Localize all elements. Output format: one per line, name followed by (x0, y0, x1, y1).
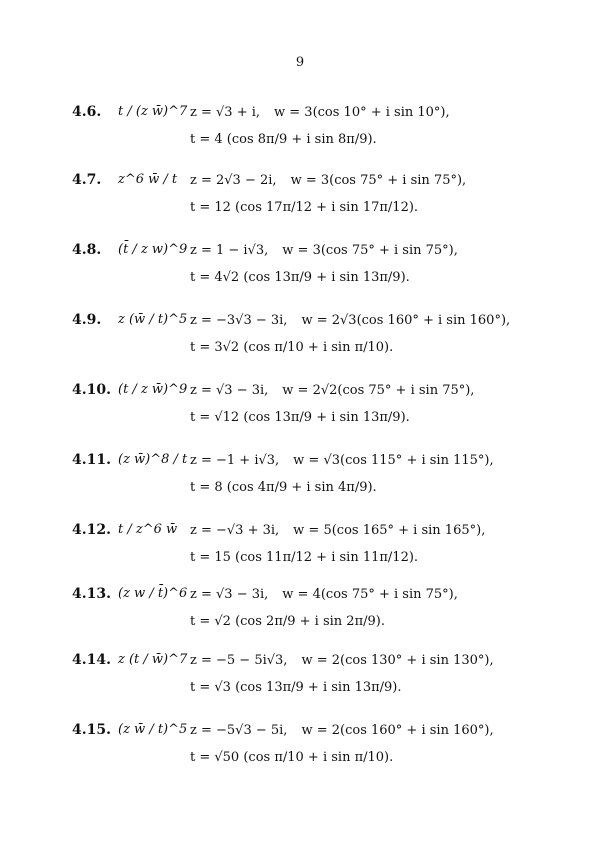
problem-4.10 (0, 376, 600, 436)
z-value: z = 2√3 − 2i, (190, 173, 277, 188)
z-value: z = √3 − 3i, (190, 383, 269, 398)
problem-expression: t / z^6 w̄ (118, 522, 178, 537)
problem-4.9 (0, 306, 600, 366)
problem-4.11 (0, 446, 600, 506)
problem-expression: (t̄ / z w)^9 (118, 242, 188, 257)
problem-number: 4.10. (72, 382, 111, 398)
page-number: 9 (295, 55, 305, 70)
given-z-w (190, 173, 466, 188)
w-value: w = 3(cos 10° + i sin 10°), (274, 105, 450, 120)
w-value: w = 5(cos 165° + i sin 165°), (293, 523, 486, 538)
z-value: z = √3 − 3i, (190, 587, 269, 602)
problem-expression: z (t / w̄)^7 (118, 652, 188, 667)
problem-expression: (z w̄)^8 / t (118, 452, 188, 467)
t-value: t = 8 (cos 4π/9 + i sin 4π/9). (190, 480, 377, 495)
problem-4.13 (0, 580, 600, 640)
problem-number: 4.15. (72, 722, 111, 738)
t-value: t = √50 (cos π/10 + i sin π/10). (190, 750, 394, 765)
given-z-w (190, 105, 450, 120)
problem-expression: t / (z w̄)^7 (118, 104, 188, 119)
z-value: z = 1 − i√3, (190, 243, 269, 258)
given-z-w (190, 453, 494, 468)
problem-expression: z^6 w̄ / t (118, 172, 178, 187)
t-value: t = √12 (cos 13π/9 + i sin 13π/9). (190, 410, 410, 425)
t-value: t = 3√2 (cos π/10 + i sin π/10). (190, 340, 394, 355)
z-value: z = −5√3 − 5i, (190, 723, 288, 738)
problem-4.15 (0, 716, 600, 776)
t-value: t = √2 (cos 2π/9 + i sin 2π/9). (190, 614, 385, 629)
z-value: z = −5 − 5i√3, (190, 653, 288, 668)
problem-expression: z (w̄ / t)^5 (118, 312, 188, 327)
given-z-w (190, 523, 485, 538)
t-value: t = 4√2 (cos 13π/9 + i sin 13π/9). (190, 270, 410, 285)
w-value: w = 3(cos 75° + i sin 75°), (290, 173, 467, 188)
given-z-w (190, 653, 494, 668)
z-value: z = −3√3 − 3i, (190, 313, 288, 328)
t-value: t = √3 (cos 13π/9 + i sin 13π/9). (190, 680, 402, 695)
t-value: t = 12 (cos 17π/12 + i sin 17π/12). (190, 200, 419, 215)
problem-number: 4.14. (72, 652, 111, 668)
w-value: w = 4(cos 75° + i sin 75°), (282, 587, 458, 602)
problem-expression: (z w / t̄)^6 (118, 586, 188, 601)
z-value: z = −1 + i√3, (190, 453, 280, 468)
problem-expression: (t / z w̄)^9 (118, 382, 188, 397)
problem-number: 4.13. (72, 586, 111, 602)
w-value: w = 2√3(cos 160° + i sin 160°), (301, 313, 511, 328)
problem-number: 4.9. (72, 312, 102, 328)
problem-4.14 (0, 646, 600, 706)
problem-number: 4.11. (72, 452, 111, 468)
problem-4.7 (0, 166, 600, 226)
w-value: w = 2(cos 130° + i sin 130°), (301, 653, 494, 668)
given-z-w (190, 243, 458, 258)
given-z-w (190, 313, 510, 328)
given-z-w (190, 383, 474, 398)
w-value: w = √3(cos 115° + i sin 115°), (293, 453, 494, 468)
problem-number: 4.6. (72, 104, 102, 120)
problem-4.12 (0, 516, 600, 576)
problem-expression: (z w̄ / t)^5 (118, 722, 188, 737)
given-z-w (190, 587, 458, 602)
w-value: w = 2(cos 160° + i sin 160°), (301, 723, 494, 738)
z-value: z = −√3 + 3i, (190, 523, 280, 538)
problem-4.6 (0, 98, 600, 158)
w-value: w = 3(cos 75° + i sin 75°), (282, 243, 458, 258)
problem-number: 4.7. (72, 172, 102, 188)
t-value: t = 4 (cos 8π/9 + i sin 8π/9). (190, 132, 377, 147)
problem-4.8 (0, 236, 600, 296)
given-z-w (190, 723, 494, 738)
z-value: z = √3 + i, (190, 105, 261, 120)
t-value: t = 15 (cos 11π/12 + i sin 11π/12). (190, 550, 419, 565)
problem-number: 4.8. (72, 242, 102, 258)
w-value: w = 2√2(cos 75° + i sin 75°), (282, 383, 475, 398)
problem-number: 4.12. (72, 522, 111, 538)
